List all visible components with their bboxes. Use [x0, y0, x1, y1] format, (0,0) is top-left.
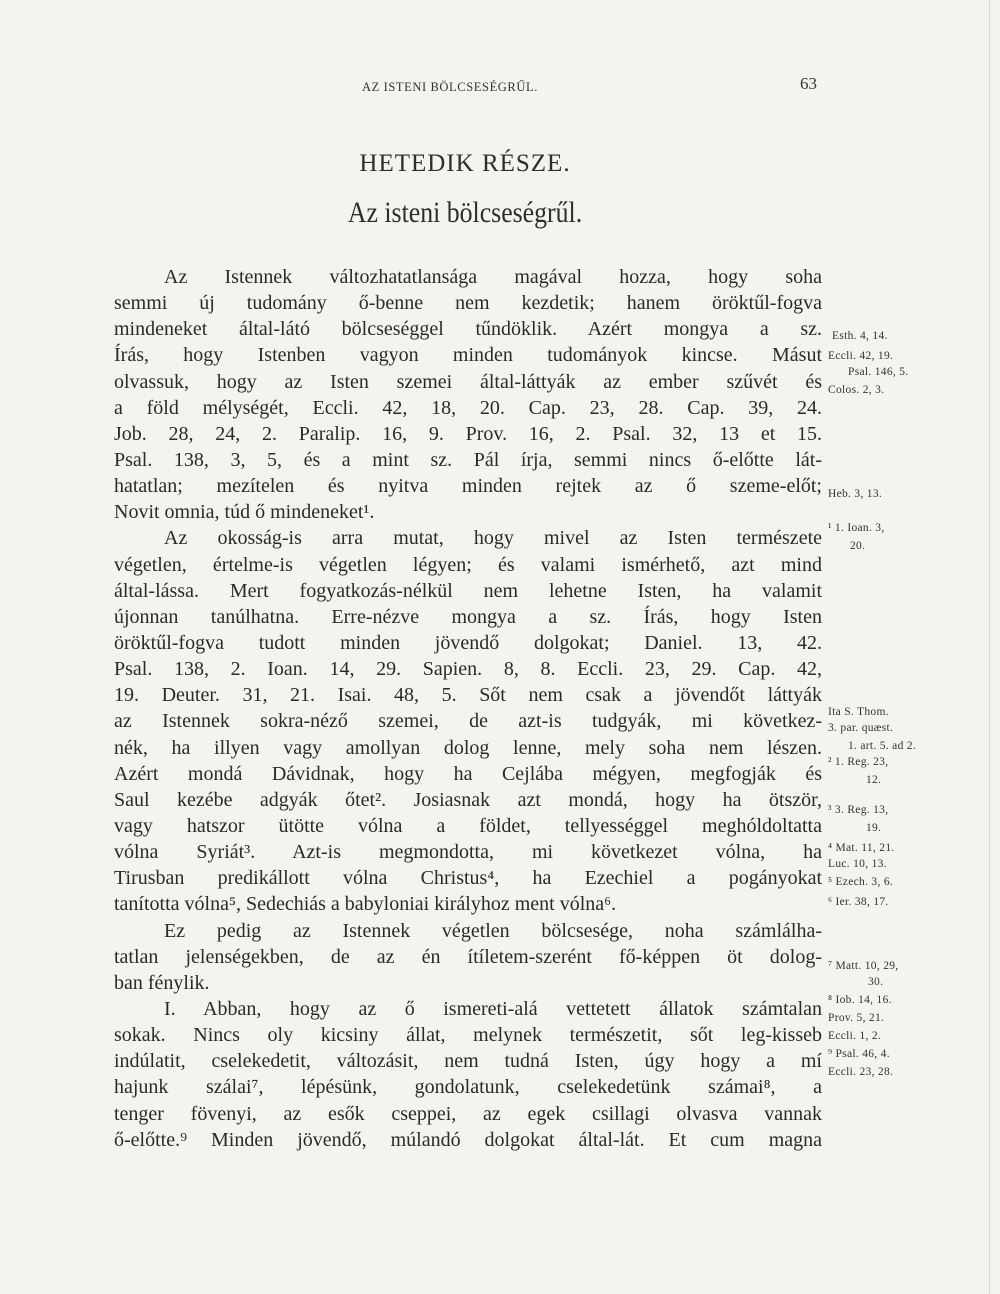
- text-line: öröktűl-fogva tudott minden jövendő dolgokat; Daniel. 13, 42.: [114, 631, 822, 654]
- text-line: által-lássa. Mert fogyatkozás-nélkül nem lehetne Isten, ha valamit: [114, 579, 822, 602]
- margin-note: 30.: [868, 976, 884, 988]
- text-line: vólna Syriát³. Azt-is megmondotta, mi következet vólna, ha: [114, 841, 822, 864]
- text-line: vagy hatszor ütötte vólna a földet, tellyességgel meghóldoltatta: [114, 814, 822, 837]
- text-line: semmi új tudomány ő-benne nem kezdetik; hanem öröktűl-fogva: [114, 292, 822, 315]
- margin-note: Esth. 4, 14.: [832, 330, 888, 342]
- margin-note: ⁸ Iob. 14, 16.: [828, 994, 892, 1006]
- margin-note: Eccli. 1, 2.: [828, 1030, 882, 1042]
- margin-note: ¹ 1. Ioan. 3,: [828, 522, 885, 534]
- text-line: I. Abban, hogy az ő ismereti-alá vettetett állatok számtalan: [164, 997, 822, 1020]
- text-line: Tirusban predikállott vólna Christus⁴, ha Ezechiel a pogányokat: [114, 867, 822, 890]
- margin-note: Colos. 2, 3.: [828, 384, 885, 396]
- margin-note: ⁹ Psal. 46, 4.: [828, 1048, 890, 1060]
- text-line: sokak. Nincs oly kicsiny állat, melynek természetit, sőt leg-kisseb: [114, 1024, 822, 1047]
- text-line: Írás, hogy Istenben vagyon minden tudományok kincse. Másut: [114, 344, 822, 367]
- margin-note: Psal. 146, 5.: [848, 366, 909, 378]
- chapter-title: Az isteni bölcseségrűl.: [347, 196, 583, 229]
- text-line: Novit omnia, túd ő mindeneket¹.: [114, 501, 375, 524]
- text-line: indúlatit, cselekedetit, változásit, nem tudná Isten, úgy hogy a mí: [114, 1050, 822, 1073]
- margin-note: Heb. 3, 13.: [828, 488, 883, 500]
- text-line: Psal. 138, 2. Ioan. 14, 29. Sapien. 8, 8. Eccli. 23, 29. Cap. 42,: [114, 658, 822, 681]
- text-line: mindeneket által-látó bölcseséggel tűndöklik. Azért mongya a sz.: [114, 318, 822, 341]
- margin-note: ³ 3. Reg. 13,: [828, 804, 889, 816]
- text-line: Saul kezébe adgyák őtet². Josiasnak azt mondá, hogy ha ötször,: [114, 788, 822, 811]
- margin-note: 12.: [866, 774, 882, 786]
- text-line: Azért mondá Dávidnak, hogy ha Cejlába mégyen, megfogják és: [114, 762, 822, 785]
- text-line: nék, ha illyen vagy amollyan dolog lenne, mely soha nem lészen.: [114, 736, 822, 759]
- running-title: AZ ISTENI BÖLCSESÉGRŰL.: [362, 80, 538, 94]
- margin-note: 1. art. 5. ad 2.: [848, 740, 917, 752]
- text-line: 19. Deuter. 31, 21. Isai. 48, 5. Sőt nem csak a jövendőt láttyák: [114, 684, 822, 707]
- margin-note: ² 1. Reg. 23,: [828, 756, 889, 768]
- body-text: [114, 264, 822, 1153]
- page-number: 63: [800, 74, 817, 93]
- text-line: az Istennek sokra-néző szemei, de azt-is tudgyák, mi következ-: [114, 710, 822, 733]
- text-line: Az okosság-is arra mutat, hogy mivel az Isten természete: [164, 527, 822, 550]
- margin-note: Eccli. 23, 28.: [828, 1066, 894, 1078]
- text-line: tenger föveny​i, az esők cseppei, az egek csillagi olvasva vannak: [114, 1102, 822, 1125]
- page-edge: [989, 0, 990, 1294]
- margin-note: ⁷ Matt. 10, 29,: [828, 960, 899, 972]
- text-line: ban fénylik.: [114, 971, 210, 994]
- margin-note: 19.: [866, 822, 882, 834]
- text-line: tatlan jelenségekben, de az én ítíletem-szerént fő-képpen öt dolog-: [114, 945, 822, 968]
- chapter-label: HETEDIK RÉSZE.: [359, 150, 571, 177]
- margin-note: ⁴ Mat. 11, 21.: [828, 842, 895, 854]
- text-line: Psal. 138, 3, 5, és a mint sz. Pál írja, semmi nincs ő-előtte lát-: [114, 448, 822, 471]
- text-line: újonnan tanúlhatna. Erre-nézve mongya a sz. Írás, hogy Isten: [114, 605, 822, 628]
- text-line: végetlen, értelme-is végetlen légyen; és valami ismérhető, azt mind: [114, 553, 822, 576]
- text-line: Job. 28, 24, 2. Paralip. 16, 9. Prov. 16, 2. Psal. 32, 13 et 15.: [114, 422, 822, 445]
- text-line: a föld mélységét, Eccli. 42, 18, 20. Cap. 23, 28. Cap. 39, 24.: [114, 396, 822, 419]
- text-line: hajunk szálai⁷, lépésünk, gondolatunk, cselekedetünk számai⁸, a: [114, 1076, 822, 1099]
- margin-note: ⁶ Ier. 38, 17.: [828, 896, 889, 908]
- text-line: tanította vólna⁵, Sedechiás a babyloniai királyhoz ment vólna⁶.: [114, 893, 617, 916]
- text-line: olvassuk, hogy az Isten szemei által-láttyák az ember szűvét és: [114, 370, 822, 393]
- margin-note: Luc. 10, 13.: [828, 858, 887, 870]
- text-line: Ez pedig az Istennek végetlen bölcsesége, noha számlálha-: [164, 919, 822, 942]
- text-line: ő-előtte.⁹ Minden jövendő, múlandó dolgokat által-lát. Et cum magna: [114, 1128, 822, 1151]
- margin-note: 20.: [850, 540, 866, 552]
- margin-note: Eccli. 42, 19.: [828, 350, 894, 362]
- margin-note: 3. par. quæst.: [828, 722, 894, 734]
- text-line: hatatlan; mezítelen és nyitva minden rejtek az ő szeme-előt;: [114, 475, 822, 498]
- margin-note: Prov. 5, 21.: [828, 1012, 885, 1024]
- margin-note: ⁵ Ezech. 3, 6.: [828, 876, 894, 888]
- text-line: Az Istennek változhatatlansága magával hozza, hogy soha: [164, 266, 822, 288]
- margin-note: Ita S. Thom.: [828, 706, 889, 718]
